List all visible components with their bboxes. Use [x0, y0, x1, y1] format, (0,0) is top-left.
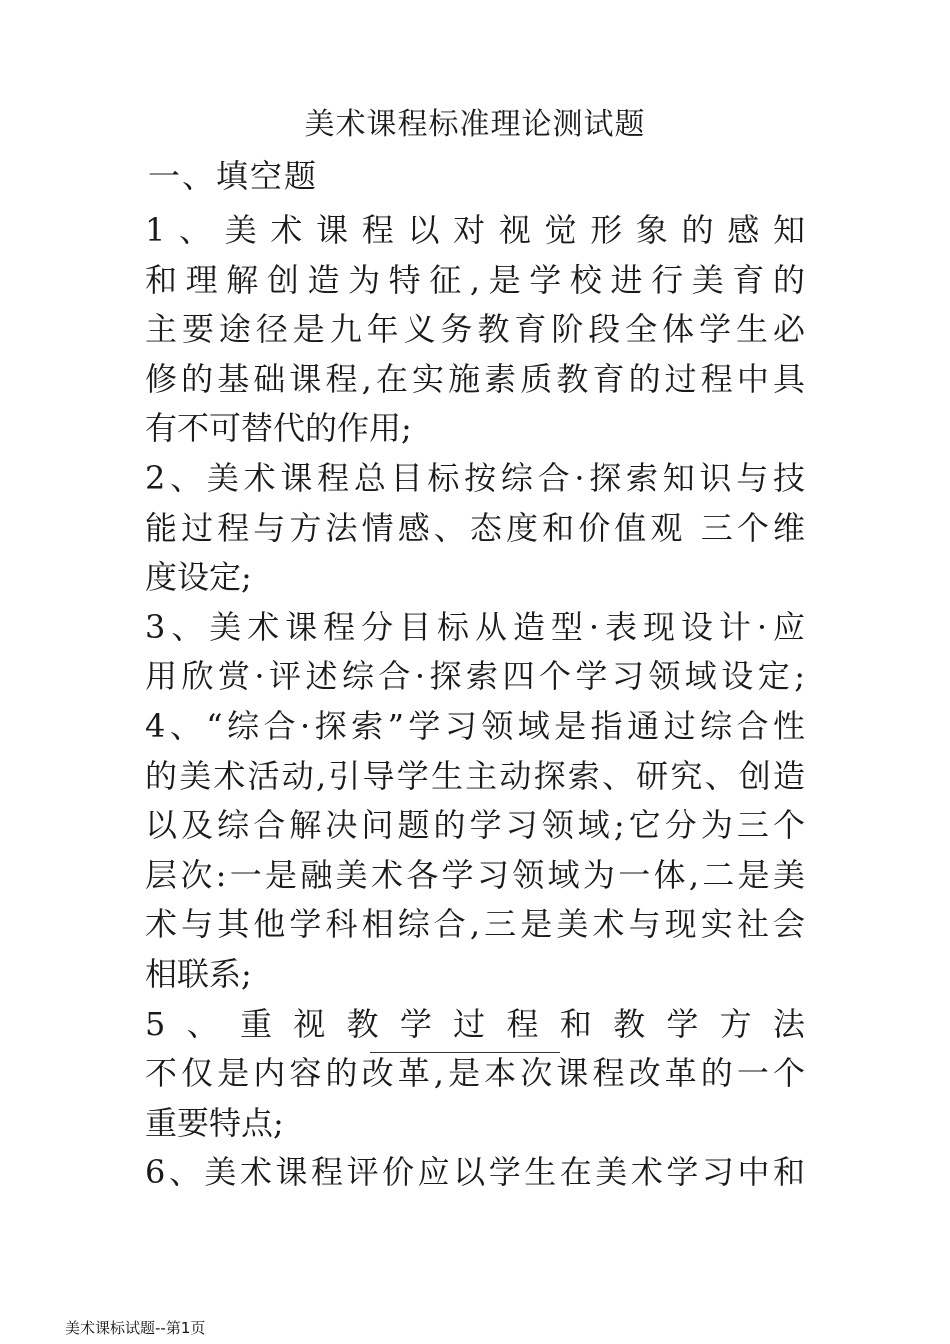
text-line: 1、美术课程以对视觉形象的感知 — [145, 211, 805, 249]
text-line: 术与其他学科相综合,三是美术与现实社会 — [145, 905, 805, 944]
text-line: 主要途径是九年义务教育阶段全体学生必 — [145, 310, 805, 349]
text-line: 4、“综合·探索”学习领域是指通过综合性 — [145, 706, 805, 745]
paragraph-1 — [145, 206, 805, 454]
text-line: 不仅是内容的改革,是本次课程改革的一个 — [145, 1054, 805, 1093]
text-line: 度设定; — [145, 558, 252, 597]
document-body — [145, 206, 805, 1198]
text-line: 6、美术课程评价应以学生在美术学习中和 — [145, 1153, 805, 1192]
text-line: 相联系; — [145, 954, 252, 993]
page-footer: 美术课标试题--第1页 — [65, 1319, 206, 1337]
text-line: 以及综合解决问题的学习领域;它分为三个 — [145, 806, 805, 845]
text-line: 重要特点; — [145, 1103, 284, 1142]
text-line: 3、美术课程分目标从造型·表现设计·应 — [145, 607, 805, 646]
text-line: 有不可替代的作用; — [145, 409, 412, 448]
underline-mark — [370, 1052, 560, 1053]
text-line: 和理解创造为特征,是学校进行美育的 — [145, 260, 805, 299]
text-line: 5、重视教学过程和教学方法 — [145, 1004, 805, 1043]
text-line: 层次:一是融美术各学习领域为一体,二是美 — [145, 855, 805, 894]
text-line: 用欣赏·评述综合·探索四个学习领域设定; — [145, 657, 805, 696]
paragraph-3 — [145, 603, 805, 702]
document-title: 美术课程标准理论测试题 — [304, 107, 646, 142]
paragraph-4 — [145, 702, 805, 1000]
paragraph-5 — [145, 1000, 805, 1149]
text-line: 修的基础课程,在实施素质教育的过程中具 — [145, 359, 805, 398]
section-heading: 一、填空题 — [148, 157, 319, 195]
paragraph-2 — [145, 454, 805, 603]
paragraph-6 — [145, 1148, 805, 1198]
text-line: 能过程与方法情感、态度和价值观 三个维 — [145, 508, 805, 547]
text-line: 的美术活动,引导学生主动探索、研究、创造 — [145, 756, 805, 795]
text-line: 2、美术课程总目标按综合·探索知识与技 — [145, 458, 805, 497]
